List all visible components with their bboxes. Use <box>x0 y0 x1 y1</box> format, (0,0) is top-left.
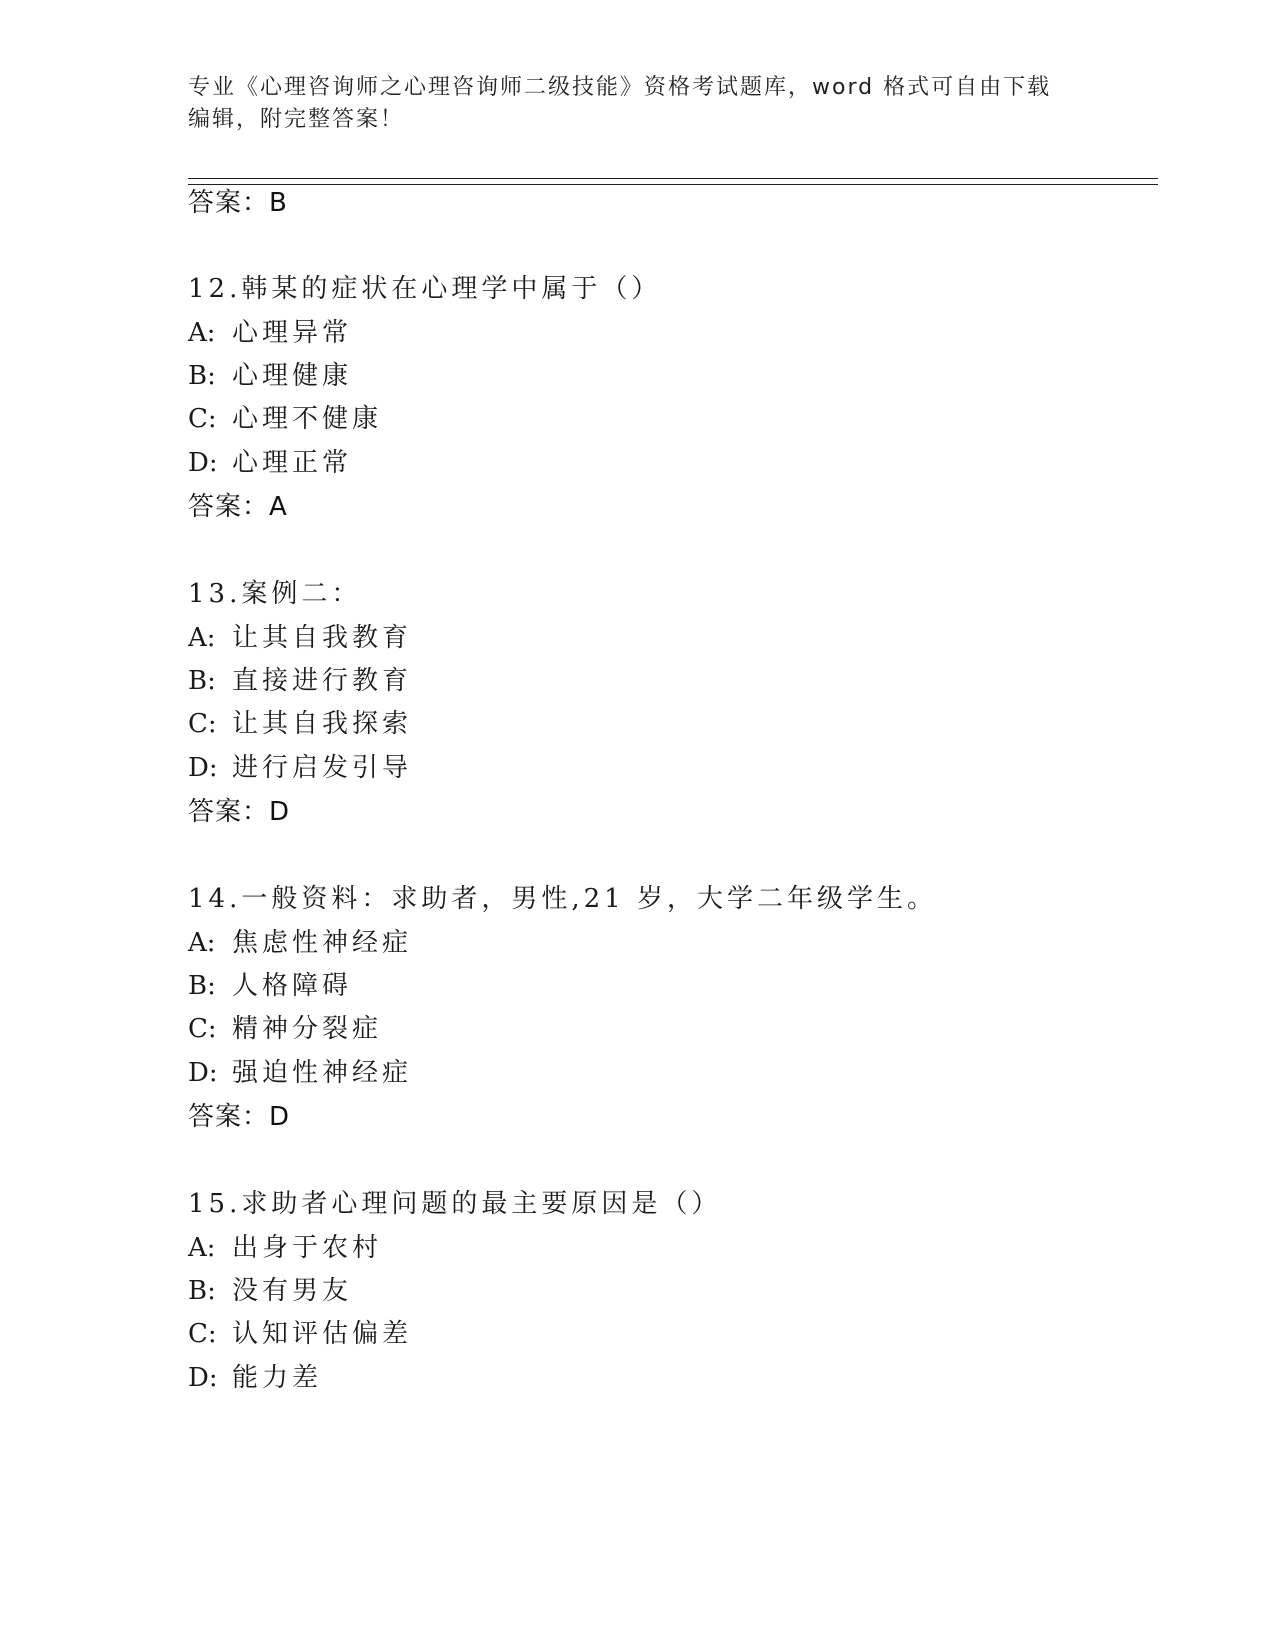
option-key: C: <box>188 709 217 739</box>
option-key: B: <box>188 971 216 1001</box>
document-header <box>188 72 1068 136</box>
option-text: 精神分裂症 <box>232 1014 383 1044</box>
option-b <box>188 664 412 698</box>
document-page <box>188 0 1158 1650</box>
option-text: 出身于农村 <box>232 1233 383 1263</box>
question-title: 15.求助者心理问题的最主要原因是（） <box>188 1189 722 1219</box>
answer: 答案：D <box>188 797 291 827</box>
option-a <box>188 926 412 960</box>
option-text: 能力差 <box>232 1363 323 1393</box>
option-text: 心理异常 <box>232 318 353 348</box>
option-b <box>188 969 352 1003</box>
option-c <box>188 707 412 741</box>
question-title: 12.韩某的症状在心理学中属于（） <box>188 274 662 304</box>
header-line-1: 专业《心理咨询师之心理咨询师二级技能》资格考试题库，word 格式可自由下载 <box>188 75 1052 100</box>
option-key: A: <box>188 1233 216 1263</box>
question-title: 14.一般资料：求助者，男性,21 岁，大学二年级学生。 <box>188 884 937 914</box>
option-text: 强迫性神经症 <box>232 1058 413 1088</box>
option-c <box>188 1012 382 1046</box>
option-key: B: <box>188 361 216 391</box>
option-key: D: <box>188 448 218 478</box>
option-a <box>188 1231 382 1265</box>
option-a <box>188 621 412 655</box>
option-text: 让其自我教育 <box>232 623 413 653</box>
option-text: 进行启发引导 <box>232 753 413 783</box>
option-key: A: <box>188 623 216 653</box>
option-text: 直接进行教育 <box>232 666 413 696</box>
option-key: D: <box>188 1363 218 1393</box>
answer: 答案：D <box>188 1102 291 1132</box>
header-line-2: 编辑，附完整答案！ <box>188 107 405 132</box>
option-d <box>188 751 412 785</box>
option-text: 没有男友 <box>232 1276 353 1306</box>
option-text: 心理不健康 <box>232 404 383 434</box>
option-key: B: <box>188 666 216 696</box>
option-text: 心理健康 <box>232 361 353 391</box>
option-text: 心理正常 <box>232 448 353 478</box>
option-a <box>188 316 352 350</box>
option-d <box>188 1056 412 1090</box>
option-key: A: <box>188 928 216 958</box>
option-b <box>188 1274 352 1308</box>
option-d <box>188 446 352 480</box>
option-key: A: <box>188 318 216 348</box>
option-c <box>188 402 382 436</box>
option-c <box>188 1317 412 1351</box>
option-key: C: <box>188 1014 217 1044</box>
option-text: 焦虑性神经症 <box>232 928 413 958</box>
option-key: C: <box>188 404 217 434</box>
question-title: 13.案例二： <box>188 579 362 609</box>
option-text: 让其自我探索 <box>232 709 413 739</box>
option-text: 人格障碍 <box>232 971 353 1001</box>
option-key: C: <box>188 1319 217 1349</box>
option-key: D: <box>188 753 218 783</box>
previous-answer: 答案：B <box>188 188 288 218</box>
option-b <box>188 359 352 393</box>
option-text: 认知评估偏差 <box>232 1319 413 1349</box>
option-d <box>188 1361 322 1395</box>
header-divider <box>188 178 1158 185</box>
option-key: D: <box>188 1058 218 1088</box>
option-key: B: <box>188 1276 216 1306</box>
answer: 答案：A <box>188 492 288 522</box>
